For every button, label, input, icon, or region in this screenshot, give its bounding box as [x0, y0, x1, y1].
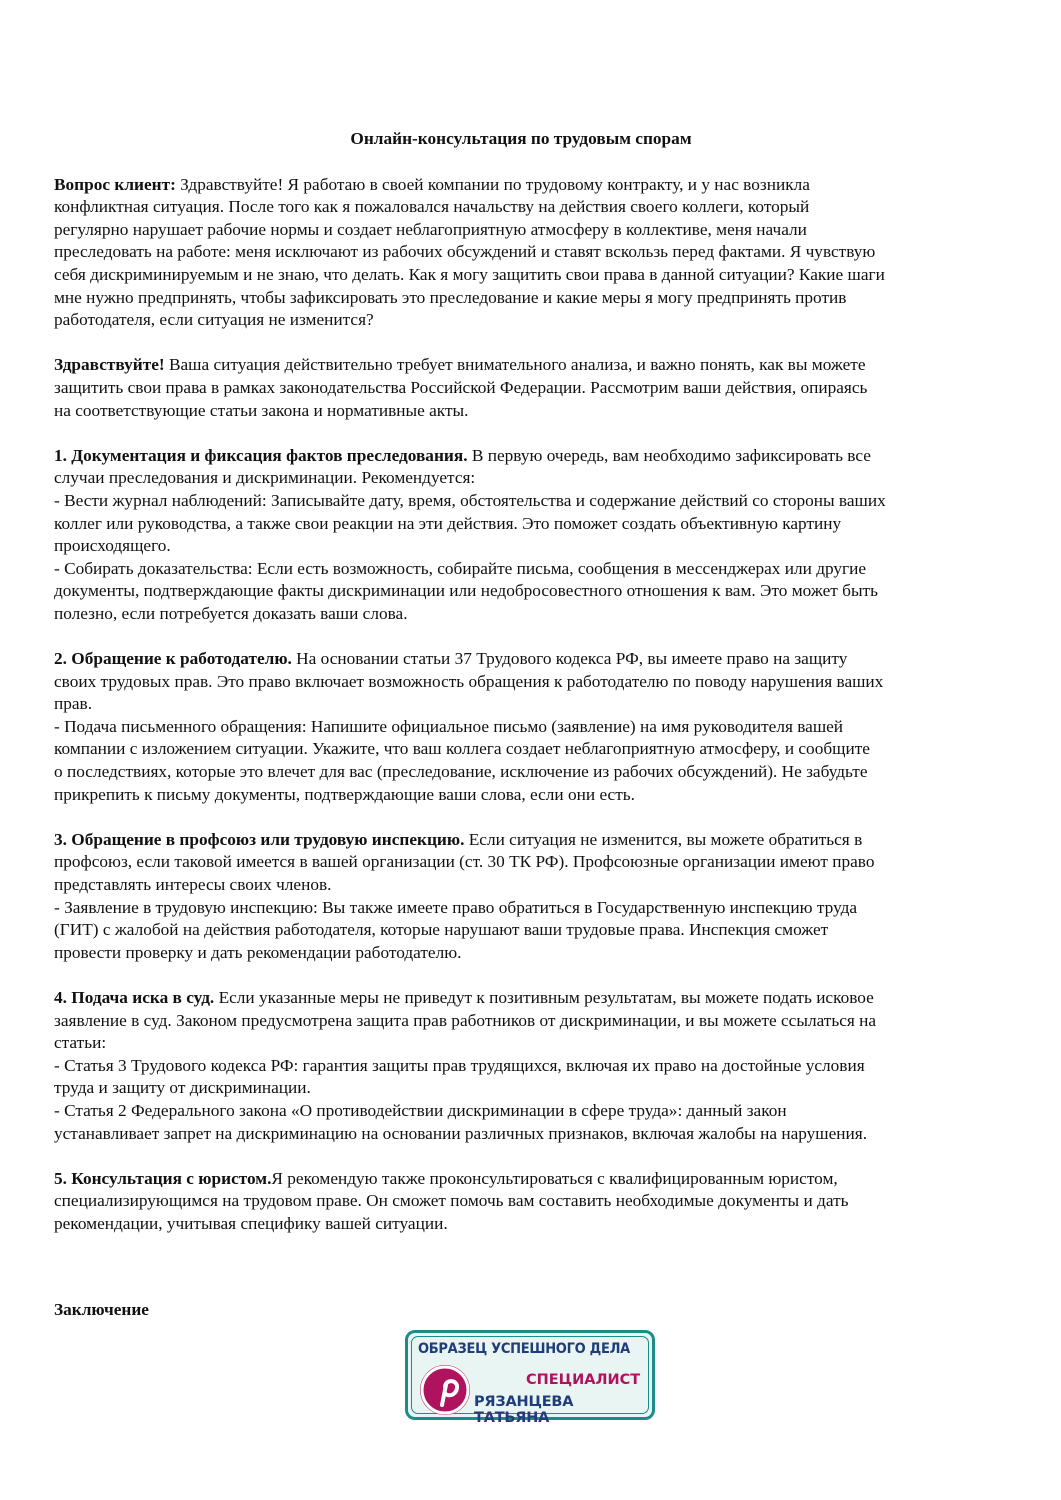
- section-line: происходящего.: [54, 536, 171, 556]
- section-heading: 1. Документация и фиксация фактов преследования.: [54, 445, 468, 465]
- question-line: работодателя, если ситуация не изменится?: [54, 310, 374, 330]
- section-line: заявление в суд. Законом предусмотрена защита прав работников от дискриминации, и вы можете ссылаться на: [54, 1010, 877, 1030]
- answer-intro: [54, 354, 988, 422]
- section-line: прав.: [54, 694, 93, 714]
- answer-line: на соответствующие статьи закона и нормативные акты.: [54, 400, 469, 420]
- section-line: прикрепить к письму документы, подтверждающие ваши слова, если они есть.: [54, 784, 635, 804]
- section-line: полезно, если потребуется доказать ваши слова.: [54, 603, 408, 623]
- section-line: случаи преследования и дискриминации. Рекомендуется:: [54, 468, 476, 488]
- section-line: устанавливает запрет на дискриминацию на основании различных признаков, включая жалобы на нарушения.: [54, 1123, 868, 1143]
- section-heading: 3. Обращение в профсоюз или трудовую инспекцию.: [54, 829, 465, 849]
- section-line: документы, подтверждающие факты дискриминации или недобросовестного отношения к вам. Это может быть: [54, 581, 878, 601]
- section-line: 3. Обращение в профсоюз или трудовую инспекцию. Если ситуация не изменится, вы можете обратиться в: [54, 829, 863, 849]
- pinterest-icon: [420, 1365, 470, 1415]
- section-line: - Собирать доказательства: Если есть возможность, собирайте письма, сообщения в мессенджерах или другие: [54, 558, 867, 578]
- section-line: - Вести журнал наблюдений: Записывайте дату, время, обстоятельства и содержание действий со стороны ваших: [54, 490, 886, 510]
- stamp-title: ОБРАЗЕЦ УСПЕШНОГО ДЕЛА: [418, 1341, 630, 1357]
- section-heading: 5. Консультация с юристом.: [54, 1168, 272, 1188]
- question-line: конфликтная ситуация. После того как я пожаловался начальству на действия своего коллеги, который: [54, 197, 810, 217]
- section-line: компании с изложением ситуации. Укажите, что ваш коллега создает неблагоприятную атмосферу, и сообщите: [54, 739, 870, 759]
- question-line: Вопрос клиент: Здравствуйте! Я работаю в своей компании по трудовому контракту, и у нас возникла: [54, 174, 810, 194]
- section-union-inspection: [54, 829, 988, 965]
- section-heading: 4. Подача иска в суд.: [54, 987, 215, 1007]
- section-lawsuit: [54, 987, 988, 1145]
- section-line: - Заявление в трудовую инспекцию: Вы также имеете право обратиться в Государственную инспекцию труда: [54, 897, 858, 917]
- section-line: труда и защиту от дискриминации.: [54, 1078, 311, 1098]
- section-line: 1. Документация и фиксация фактов преследования. В первую очередь, вам необходимо зафиксировать все: [54, 445, 871, 465]
- section-line: своих трудовых прав. Это право включает возможность обращения к работодателю по поводу нарушения ваших: [54, 671, 884, 691]
- section-employer-appeal: [54, 648, 988, 806]
- section-line: статьи:: [54, 1033, 107, 1053]
- section-line: 4. Подача иска в суд. Если указанные меры не приведут к позитивным результатам, вы можете подать исковое: [54, 987, 874, 1007]
- conclusion-heading: Заключение: [54, 1300, 149, 1319]
- section-line: профсоюз, если таковой имеется в вашей организации (ст. 30 ТК РФ). Профсоюзные организации имеют право: [54, 852, 875, 872]
- section-line: специализирующимся на трудовом праве. Он сможет помочь вам составить необходимые документы и дать: [54, 1191, 849, 1211]
- answer-greeting: Здравствуйте!: [54, 355, 165, 375]
- section-line: - Статья 2 Федерального закона «О противодействии дискриминации в сфере труда»: данный закон: [54, 1100, 787, 1120]
- section-line: о последствиях, которые это влечет для вас (преследование, исключение из рабочих обсуждений). Не забудьте: [54, 762, 868, 782]
- stamp-name: РЯЗАНЦЕВА ТАТЬЯНА: [474, 1394, 574, 1426]
- section-line: (ГИТ) с жалобой на действия работодателя, которые нарушают ваши трудовые права. Инспекция сможет: [54, 920, 829, 940]
- section-lawyer: [54, 1168, 988, 1236]
- section-line: - Подача письменного обращения: Напишите официальное письмо (заявление) на имя руководителя вашей: [54, 716, 844, 736]
- section-line: - Статья 3 Трудового кодекса РФ: гарантия защиты прав трудящихся, включая их право на достойные условия: [54, 1055, 865, 1075]
- question-label: Вопрос клиент:: [54, 174, 176, 194]
- section-heading: 2. Обращение к работодателю.: [54, 649, 292, 669]
- question-line: мне нужно предпринять, чтобы зафиксировать это преследование и какие меры я могу предпринять против: [54, 287, 847, 307]
- section-line: 5. Консультация с юристом.Я рекомендую также проконсультироваться с квалифицированным юристом,: [54, 1168, 838, 1188]
- section-line: коллег или руководства, а также свои реакции на эти действия. Это поможет создать объективную картину: [54, 513, 842, 533]
- section-line: рекомендации, учитывая специфику вашей ситуации.: [54, 1213, 448, 1233]
- client-question: [54, 174, 988, 332]
- section-line: 2. Обращение к работодателю. На основании статьи 37 Трудового кодекса РФ, вы имеете право на защиту: [54, 649, 848, 669]
- stamp-specialist: СПЕЦИАЛИСТ: [526, 1372, 641, 1388]
- answer-line: защитить свои права в рамках законодательства Российской Федерации. Рассмотрим ваши действия, опираясь: [54, 377, 868, 397]
- section-documentation: [54, 445, 988, 626]
- question-line: регулярно нарушает рабочие нормы и создает неблагоприятную атмосферу в коллективе, меня начали: [54, 219, 807, 239]
- section-line: представлять интересы своих членов.: [54, 875, 332, 894]
- page-title: Онлайн-консультация по трудовым спорам: [350, 129, 692, 148]
- document-page: [54, 128, 988, 1258]
- success-case-stamp: [405, 1330, 655, 1426]
- question-line: преследовать на работе: меня исключают из рабочих обсуждений и ставят вскользь перед фактами. Я чувствую: [54, 242, 876, 262]
- answer-line: Здравствуйте! Ваша ситуация действительно требует внимательного анализа, и важно понять, как вы можете: [54, 355, 866, 375]
- question-line: себя дискриминируемым и не знаю, что делать. Как я могу защитить свои права в данной ситуации? Какие шаги: [54, 264, 885, 284]
- section-line: провести проверку и дать рекомендации работодателю.: [54, 942, 462, 962]
